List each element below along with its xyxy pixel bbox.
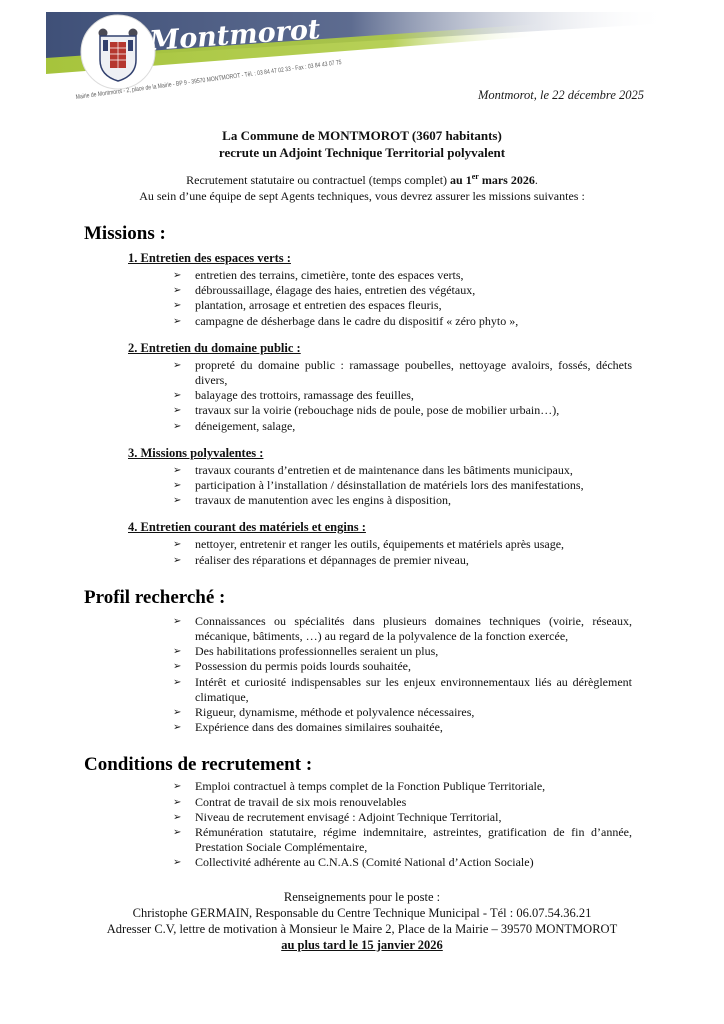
arrow-bullet-icon: ➢ xyxy=(173,405,182,417)
list-item xyxy=(172,810,632,825)
arrow-bullet-icon: ➢ xyxy=(173,781,182,793)
footer-line-1: Renseignements pour le poste : xyxy=(283,889,441,904)
list-item xyxy=(172,493,632,508)
arrow-bullet-icon: ➢ xyxy=(173,464,182,476)
list-item xyxy=(172,388,632,403)
intro-line-2: Au sein d’une équipe de sept Agents techniques, vous devrez assurer les missions suivantes : xyxy=(139,189,585,203)
list-item-text: débroussaillage, élagage des haies, entretien des végétaux, xyxy=(195,283,476,298)
list-item xyxy=(172,298,632,313)
subsection-heading-4: 4. Entretien courant des matériels et engins : xyxy=(128,520,366,535)
arrow-bullet-icon: ➢ xyxy=(173,554,182,566)
banner-address: Mairie de Montmorot - 2, place de la Mairie - BP 9 - 39570 MONTMOROT - Tél. : 03 84 47 02 33 - Fax : 03 84 43 07 75 xyxy=(75,49,417,101)
list-item xyxy=(172,419,632,434)
arrow-bullet-icon: ➢ xyxy=(173,707,182,719)
section-title-profil: Profil recherché : xyxy=(84,586,226,608)
list-item-text: propreté du domaine public : ramassage poubelles, nettoyage avaloirs, fossés, déchets divers, xyxy=(195,357,632,388)
coat-of-arms-icon xyxy=(99,29,138,82)
arrow-bullet-icon: ➢ xyxy=(173,722,182,734)
list-item-text: travaux sur la voirie (rebouchage nids de poule, pose de mobilier urbain…), xyxy=(195,403,560,418)
subsection-heading-1: 1. Entretien des espaces verts : xyxy=(128,251,291,265)
list-item xyxy=(172,644,632,659)
arrow-bullet-icon: ➢ xyxy=(173,796,182,808)
arrow-bullet-icon: ➢ xyxy=(173,661,182,673)
arrow-bullet-icon: ➢ xyxy=(173,300,182,312)
list-item xyxy=(172,268,632,283)
list-item-text: Contrat de travail de six mois renouvelables xyxy=(195,794,407,809)
subsection-heading-3: 3. Missions polyvalentes : xyxy=(128,445,264,460)
bullet-list-espaces-verts xyxy=(172,268,632,329)
intro-line-1: Recrutement statutaire ou contractuel (temps complet) au 1er mars 2026. xyxy=(186,172,538,187)
list-item-text: Expérience dans des domaines similaires souhaitée, xyxy=(195,720,443,735)
arrow-bullet-icon: ➢ xyxy=(173,615,182,627)
arrow-bullet-icon: ➢ xyxy=(173,270,182,281)
list-item-text: participation à l’installation / désinstallation de matériels lors des manifestations, xyxy=(195,478,584,493)
bullet-list-profil xyxy=(172,614,632,736)
list-item xyxy=(172,855,632,870)
arrow-bullet-icon: ➢ xyxy=(173,539,182,551)
list-item xyxy=(172,795,632,810)
list-item-text: Intérêt et curiosité indispensables sur les enjeux environnementaux liés au dérèglement climatique, xyxy=(195,674,632,704)
document-title xyxy=(0,128,724,161)
application-deadline: au plus tard le 15 janvier 2026 xyxy=(281,937,443,952)
list-item xyxy=(172,659,632,674)
bullet-list-materiels xyxy=(172,537,632,567)
bullet-list-polyvalentes xyxy=(172,463,632,509)
list-item xyxy=(172,358,632,388)
list-item-text: travaux de manutention avec les engins à disposition, xyxy=(195,493,451,508)
list-item-text: réaliser des réparations et dépannages de premier niveau, xyxy=(195,552,469,567)
list-item-text: Niveau de recrutement envisagé : Adjoint Technique Territorial, xyxy=(195,809,502,824)
arrow-bullet-icon: ➢ xyxy=(173,827,182,839)
arrow-bullet-icon: ➢ xyxy=(173,315,182,327)
list-item xyxy=(172,553,632,568)
list-item xyxy=(172,283,632,298)
list-item-text: nettoyer, entretenir et ranger les outils, équipements et matériels après usage, xyxy=(195,537,565,552)
arrow-bullet-icon: ➢ xyxy=(173,811,182,823)
list-item-text: Possession du permis poids lourds souhaitée, xyxy=(195,659,411,674)
arrow-bullet-icon: ➢ xyxy=(173,857,182,869)
list-item-text: Collectivité adhérente au C.N.A.S (Comité National d’Action Sociale) xyxy=(195,855,534,870)
list-item-text: travaux courants d’entretien et de maintenance dans les bâtiments municipaux, xyxy=(195,462,573,477)
footer-line-3: Adresser C.V, lettre de motivation à Monsieur le Maire 2, Place de la Mairie – 39570 MONTMOROT xyxy=(106,921,618,936)
list-item xyxy=(172,478,632,493)
list-item xyxy=(172,614,632,644)
bullet-list-domaine-public xyxy=(172,358,632,434)
contact-footer xyxy=(0,889,724,953)
list-item-text: Rigueur, dynamisme, méthode et polyvalence nécessaires, xyxy=(195,705,475,720)
list-item xyxy=(172,403,632,418)
arrow-bullet-icon: ➢ xyxy=(173,495,182,507)
list-item-text: Emploi contractuel à temps complet de la Fonction Publique Territoriale, xyxy=(195,779,546,794)
subsection-heading-2: 2. Entretien du domaine public : xyxy=(128,340,301,355)
arrow-bullet-icon: ➢ xyxy=(173,480,182,492)
arrow-bullet-icon: ➢ xyxy=(173,420,182,432)
title-line-2: recrute un Adjoint Technique Territorial polyvalent xyxy=(218,144,506,160)
arrow-bullet-icon: ➢ xyxy=(173,285,182,297)
list-item-text: Rémunération statutaire, régime indemnitaire, astreintes, gratification de fin d’année, Prestation Sociale Complémentaire, xyxy=(195,825,632,855)
section-title-conditions: Conditions de recrutement : xyxy=(84,754,313,776)
list-item xyxy=(172,463,632,478)
list-item xyxy=(172,825,632,855)
list-item xyxy=(172,314,632,329)
arrow-bullet-icon: ➢ xyxy=(173,359,182,371)
footer-line-2: Christophe GERMAIN, Responsable du Centre Technique Municipal - Tél : 06.07.54.36.21 xyxy=(132,905,592,920)
intro-paragraph xyxy=(0,169,724,204)
list-item-text: déneigement, salage, xyxy=(195,418,296,433)
arrow-bullet-icon: ➢ xyxy=(173,646,182,658)
title-line-1: La Commune de MONTMOROT (3607 habitants) xyxy=(222,128,502,143)
list-item xyxy=(172,675,632,705)
arrow-bullet-icon: ➢ xyxy=(173,676,182,688)
bullet-list-conditions xyxy=(172,779,632,870)
list-item xyxy=(172,779,632,794)
list-item-text: Connaissances ou spécialités dans plusieurs domaines techniques (voirie, réseaux, mécanique, bâtiments, …) au regard de la polyvalence de la fonction exercée, xyxy=(195,613,632,644)
list-item-text: plantation, arrosage et entretien des espaces fleuris, xyxy=(195,298,442,313)
list-item-text: Des habilitations professionnelles seraient un plus, xyxy=(195,644,439,659)
section-title-missions: Missions : xyxy=(84,223,166,244)
list-item-text: campagne de désherbage dans le cadre du dispositif « zéro phyto », xyxy=(195,313,519,328)
list-item xyxy=(172,537,632,552)
arrow-bullet-icon: ➢ xyxy=(173,390,182,402)
document-body xyxy=(0,128,724,953)
date-line: Montmorot, le 22 décembre 2025 xyxy=(477,88,644,102)
list-item xyxy=(172,705,632,720)
list-item-text: balayage des trottoirs, ramassage des feuilles, xyxy=(195,388,414,403)
list-item xyxy=(172,720,632,735)
logo-town-name: Montmorot xyxy=(148,14,322,57)
list-item-text: entretien des terrains, cimetière, tonte des espaces verts, xyxy=(195,268,464,282)
